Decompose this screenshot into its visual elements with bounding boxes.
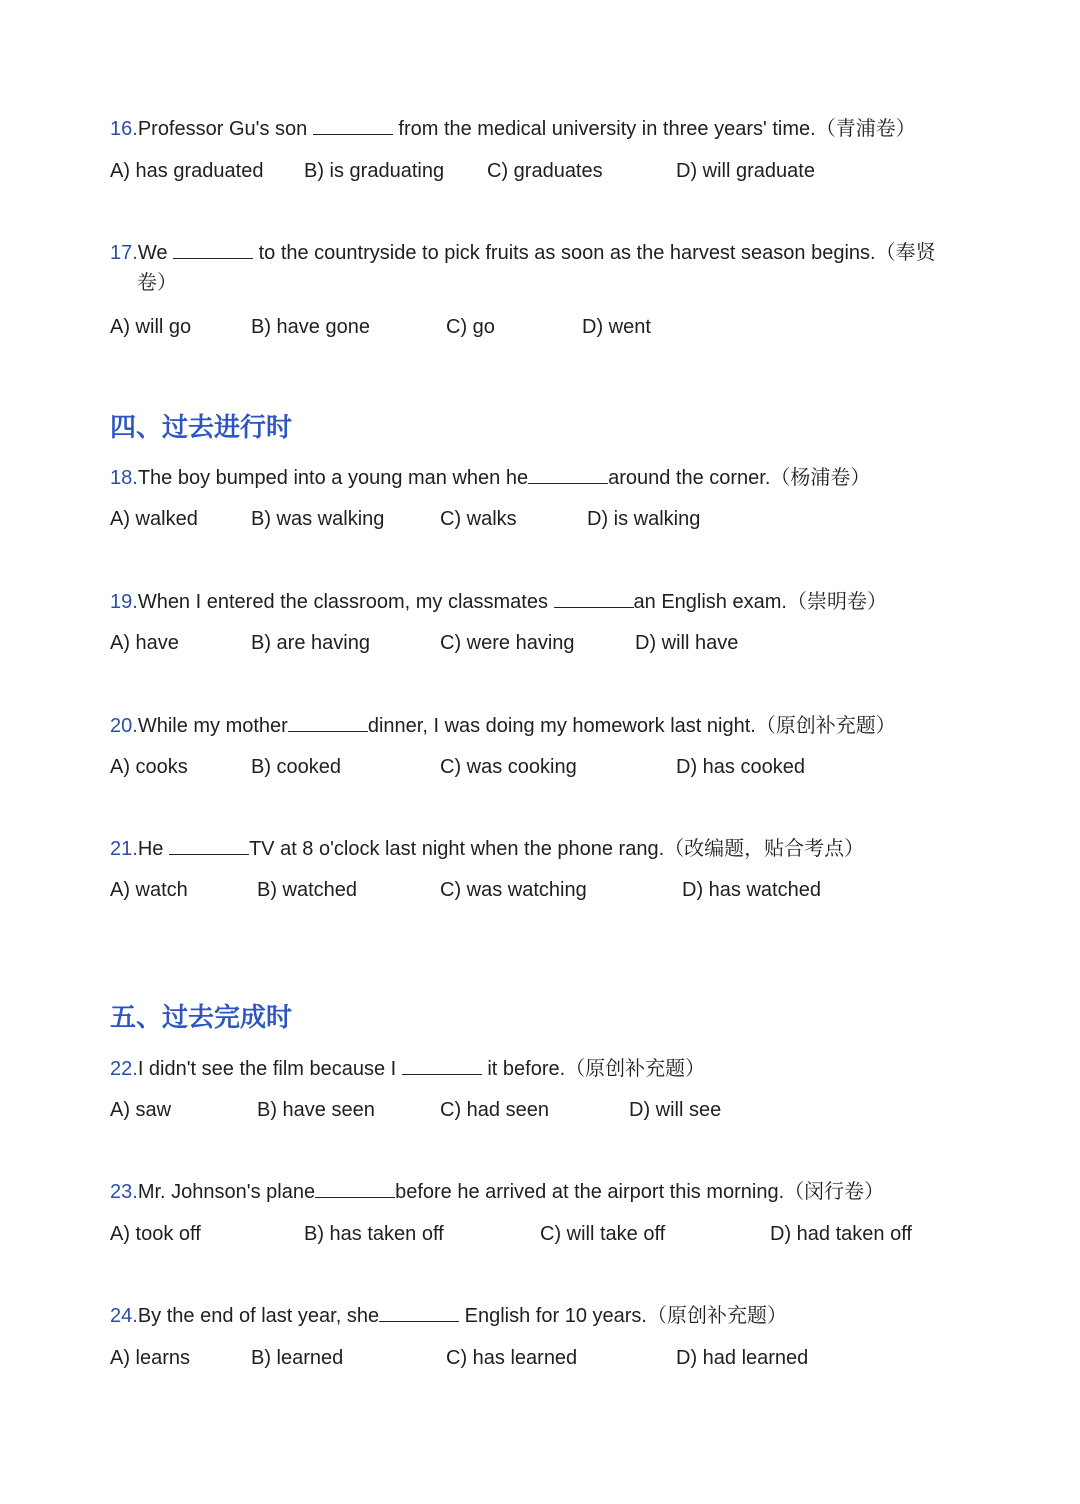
question-23 [110,1179,884,1204]
question-text-start: Mr. Johnson's plane [137,1181,316,1203]
option-d: D) will see [629,1099,722,1121]
option-a: A) saw [110,1099,172,1121]
option-c: C) will take off [540,1223,666,1245]
question-number: 17. [110,242,138,264]
question-text-start: Professor Gu's son [137,118,308,140]
option-b: B) are having [251,632,370,654]
question-17 [110,240,936,265]
question-text-end: before he arrived at the airport this morning.（闵行卷） [395,1181,885,1203]
answer-blank [173,240,253,259]
question-text-end: TV at 8 o'clock last night when the phone rang.（改编题，贴合考点） [248,838,865,860]
question-number: 16. [110,118,138,140]
option-d: D) will have [635,632,739,654]
option-a: A) cooks [110,756,188,778]
option-d: D) has cooked [676,756,805,778]
answer-blank [288,713,368,732]
option-c: C) walks [440,508,517,530]
option-c: C) had seen [440,1099,549,1121]
option-c: C) were having [440,632,575,654]
option-b: B) have seen [257,1099,375,1121]
option-c: C) go [446,316,495,338]
question-text-start: He [137,838,164,860]
answer-blank [528,465,608,484]
option-c: C) has learned [446,1347,578,1369]
question-text-end: to the countryside to pick fruits as soon as the harvest season begins.（奉贤 [258,242,936,264]
question-text-continued: 卷） [137,272,177,294]
answer-blank [313,116,393,135]
option-b: B) have gone [251,316,370,338]
option-c: C) was cooking [440,756,577,778]
option-d: D) had learned [676,1347,809,1369]
question-18 [110,465,870,490]
option-a: A) took off [110,1223,201,1245]
question-text-end: around the corner.（杨浦卷） [608,467,871,489]
option-d: D) is walking [587,508,701,530]
answer-blank [169,836,249,855]
option-a: A) walked [110,508,198,530]
option-a: A) learns [110,1347,191,1369]
question-20 [110,713,896,738]
question-text-start: While my mother [137,715,288,737]
option-d: D) has watched [682,879,821,901]
option-b: B) watched [257,879,358,901]
question-text-end: from the medical university in three years' time.（青浦卷） [398,118,916,140]
option-c: C) graduates [487,160,603,182]
option-b: B) was walking [251,508,385,530]
question-text-end: an English exam.（崇明卷） [633,591,887,613]
question-number: 18. [110,467,138,489]
question-text-start: We [137,242,168,264]
answer-blank [402,1056,482,1075]
question-21 [110,836,864,861]
option-b: B) learned [251,1347,344,1369]
option-d: D) had taken off [770,1223,912,1245]
option-a: A) will go [110,316,192,338]
question-number: 21. [110,838,138,860]
option-b: B) cooked [251,756,342,778]
question-text-start: When I entered the classroom, my classmates [137,591,548,613]
question-16 [110,116,916,141]
question-number: 20. [110,715,138,737]
question-text-end: it before.（原创补充题） [487,1058,706,1080]
option-b: B) is graduating [304,160,445,182]
option-a: A) have [110,632,179,654]
question-text-start: I didn't see the film because I [137,1058,397,1080]
section-heading-past-continuous: 四、过去进行时 [110,413,293,443]
question-text-end: dinner, I was doing my homework last night.（原创补充题） [367,715,896,737]
option-a: A) watch [110,879,188,901]
option-a: A) has graduated [110,160,264,182]
question-number: 19. [110,591,138,613]
answer-blank [379,1303,459,1322]
section-heading-past-perfect: 五、过去完成时 [110,1003,293,1033]
answer-blank [315,1179,395,1198]
question-24 [110,1303,787,1328]
question-text-start: The boy bumped into a young man when he [137,467,529,489]
option-d: D) will graduate [676,160,815,182]
question-number: 23. [110,1181,138,1203]
question-text-start: By the end of last year, she [137,1305,380,1327]
option-b: B) has taken off [304,1223,444,1245]
question-number: 24. [110,1305,138,1327]
question-19 [110,589,887,614]
question-22 [110,1056,705,1081]
option-d: D) went [582,316,651,338]
question-number: 22. [110,1058,138,1080]
answer-blank [554,589,634,608]
option-c: C) was watching [440,879,587,901]
question-text-end: English for 10 years.（原创补充题） [464,1305,787,1327]
